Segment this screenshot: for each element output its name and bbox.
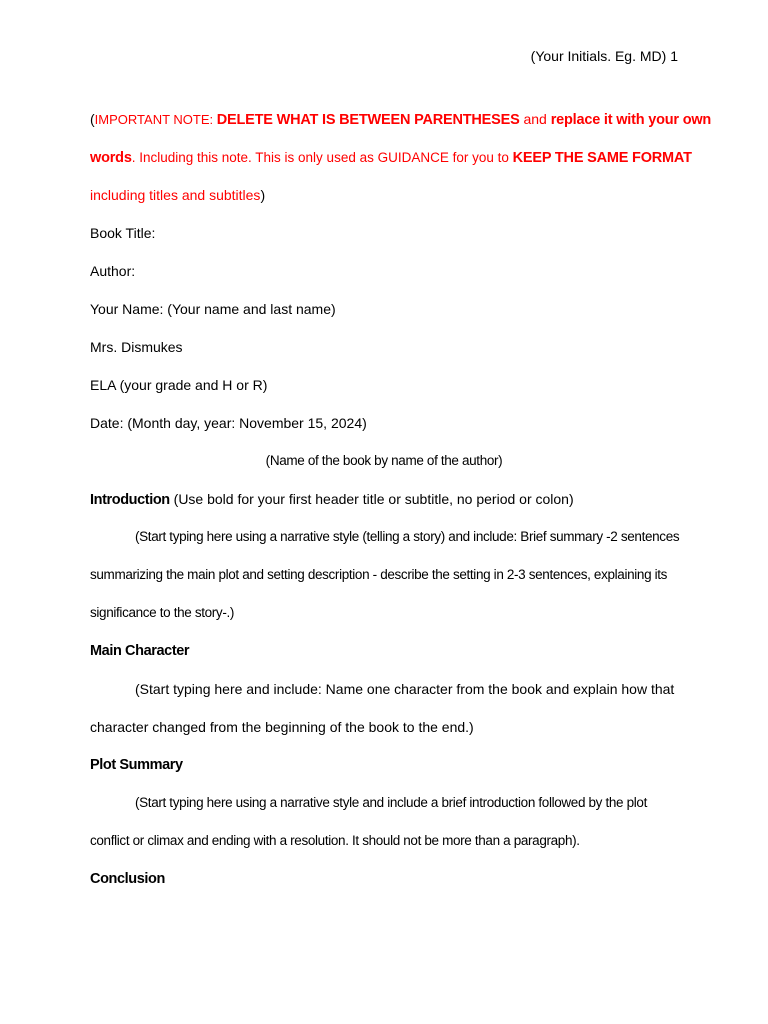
plot-summary-paragraph-line-1: (Start typing here using a narrative style and include a brief introduction followed by the plot <box>135 795 647 810</box>
document-body <box>90 100 712 898</box>
field-ela: ELA (your grade and H or R) <box>90 377 268 393</box>
note-keep-format: KEEP THE SAME FORMAT <box>512 150 692 166</box>
centered-title: (Name of the book by name of the author) <box>265 453 503 468</box>
note-words: words <box>90 150 132 166</box>
section-heading-introduction: Introduction <box>90 492 170 508</box>
note-and: and <box>519 111 551 127</box>
main-character-paragraph-line-2: character changed from the beginning of the book to the end.) <box>90 719 474 735</box>
introduction-heading-note: (Use bold for your first header title or subtitle, no period or colon) <box>169 491 574 507</box>
note-open-paren: ( <box>90 111 95 127</box>
note-close-paren: ) <box>260 187 266 203</box>
field-author: Author: <box>90 263 136 279</box>
introduction-paragraph-line-3: significance to the story-.) <box>90 605 235 620</box>
note-replace-instruction: replace it with your own <box>550 112 712 128</box>
section-heading-main-character: Main Character <box>90 643 190 659</box>
introduction-paragraph-line-2: summarizing the main plot and setting description - describe the setting in 2-3 sentences, explaining its <box>90 567 668 582</box>
main-character-paragraph-line-1: (Start typing here and include: Name one character from the book and explain how that <box>135 681 675 697</box>
note-titles-text: including titles and subtitles <box>90 187 261 203</box>
plot-summary-paragraph-line-2: conflict or climax and ending with a resolution. It should not be more than a paragraph). <box>90 833 580 848</box>
field-your-name: Your Name: (Your name and last name) <box>90 301 336 317</box>
section-heading-conclusion: Conclusion <box>90 871 165 887</box>
section-introduction-header <box>90 480 678 518</box>
note-line-3 <box>90 176 678 214</box>
field-book-title: Book Title: <box>90 225 156 241</box>
field-teacher: Mrs. Dismukes <box>90 339 183 355</box>
note-prefix: IMPORTANT NOTE: <box>94 112 217 127</box>
page-header: (Your Initials. Eg. MD) 1 <box>530 48 678 64</box>
section-heading-plot-summary: Plot Summary <box>90 757 183 773</box>
field-date: Date: (Month day, year: November 15, 2024) <box>90 415 367 431</box>
note-line-2 <box>90 138 692 176</box>
note-line-1 <box>90 100 712 138</box>
note-guidance-text: . Including this note. This is only used as GUIDANCE for you to <box>131 150 513 165</box>
introduction-paragraph-line-1: (Start typing here using a narrative style (telling a story) and include: Brief summary -2 sentences <box>135 529 680 544</box>
note-delete-instruction: DELETE WHAT IS BETWEEN PARENTHESES <box>216 112 520 128</box>
